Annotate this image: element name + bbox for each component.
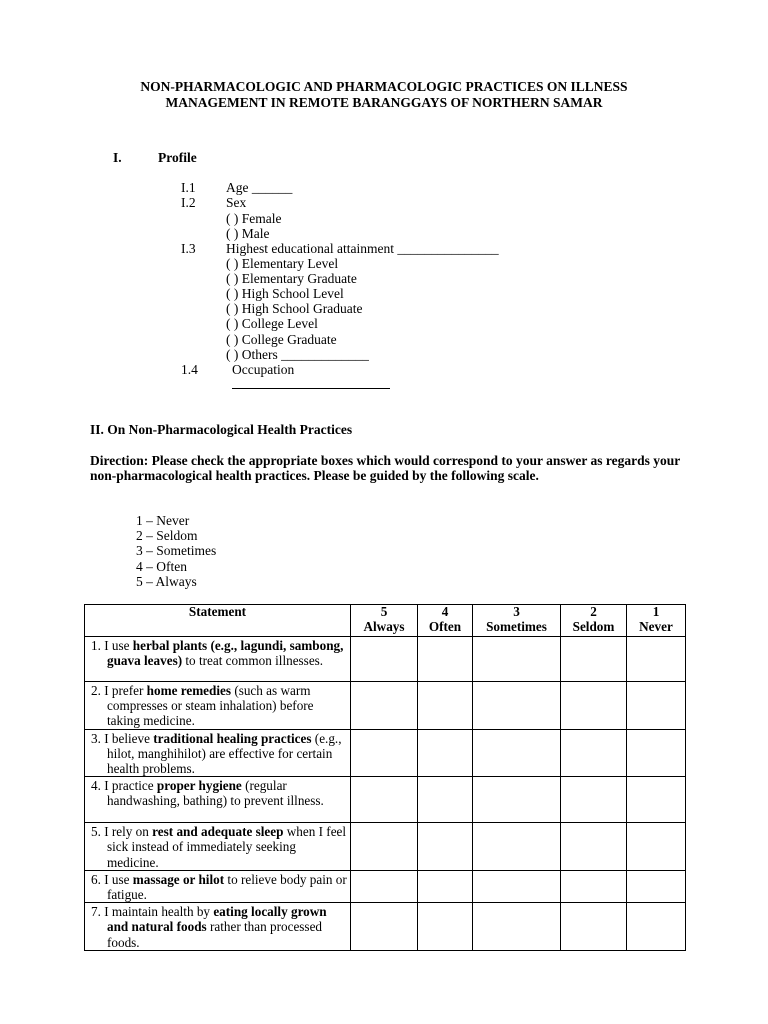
rating-cell-sometimes[interactable] (473, 870, 561, 902)
practices-table (84, 604, 686, 951)
age-item-number: I.1 (181, 180, 196, 195)
header-always-number: 5 (380, 604, 388, 619)
rating-cell-sometimes[interactable] (473, 637, 561, 682)
rating-cell-often[interactable] (418, 777, 473, 823)
rating-cell-never[interactable] (627, 637, 686, 682)
rating-cell-seldom[interactable] (561, 637, 627, 682)
statement-text: 4. I practice (91, 778, 157, 794)
rating-cell-never[interactable] (627, 777, 686, 823)
statement-text: 2. I prefer (91, 683, 147, 698)
header-often (418, 605, 473, 637)
rating-cell-sometimes[interactable] (473, 777, 561, 823)
table-row (85, 823, 686, 871)
statement-emphasis: home remedies (146, 683, 232, 698)
table-row (85, 682, 686, 730)
education-option-college-level[interactable]: ( ) College Level (226, 316, 318, 331)
header-always-label: Always (363, 618, 405, 634)
rating-cell-never[interactable] (627, 903, 686, 951)
header-statement (85, 605, 351, 637)
rating-cell-always[interactable] (351, 777, 418, 823)
rating-cell-seldom[interactable] (561, 729, 627, 777)
scale-item: 5 – Always (136, 573, 197, 589)
table-header-row (85, 605, 686, 637)
rating-cell-always[interactable] (351, 823, 418, 871)
header-statement-label: Statement (188, 604, 247, 619)
rating-cell-always[interactable] (351, 637, 418, 682)
sex-option-female[interactable]: ( ) Female (226, 211, 282, 226)
rating-cell-never[interactable] (627, 823, 686, 871)
statement-cell (85, 823, 351, 871)
education-option-high-school-graduate[interactable]: ( ) High School Graduate (226, 301, 363, 316)
rating-cell-sometimes[interactable] (473, 903, 561, 951)
rating-cell-often[interactable] (418, 870, 473, 902)
scale-item: 2 – Seldom (136, 528, 198, 544)
direction-text: Direction: Please check the appropriate boxes which would correspond to your answer as regards your non-pharmacological health practices. Please be guided by the following scale. (90, 453, 680, 484)
education-option-high-school-level[interactable]: ( ) High School Level (226, 286, 344, 301)
statement-cell (85, 870, 351, 902)
statement-emphasis: herbal plants (e.g., lagundi, sambong, guava leaves) (107, 638, 344, 669)
header-never-number: 1 (652, 604, 660, 619)
rating-cell-seldom[interactable] (561, 777, 627, 823)
rating-cell-always[interactable] (351, 729, 418, 777)
scale-item: 1 – Never (136, 513, 190, 528)
occupation-label: Occupation (232, 362, 295, 377)
header-always (351, 605, 418, 637)
rating-cell-often[interactable] (418, 823, 473, 871)
rating-cell-sometimes[interactable] (473, 823, 561, 871)
rating-cell-often[interactable] (418, 637, 473, 682)
rating-cell-sometimes[interactable] (473, 729, 561, 777)
statement-cell (85, 903, 351, 951)
section-1-label: Profile (158, 150, 197, 165)
rating-cell-often[interactable] (418, 903, 473, 951)
table-row (85, 729, 686, 777)
header-often-number: 4 (441, 604, 449, 619)
document-title (0, 79, 768, 111)
statement-emphasis: rest and adequate sleep (152, 824, 284, 840)
statement-text: when I feel sick instead of immediately seeking medicine. (107, 824, 347, 870)
header-never (627, 605, 686, 637)
rating-cell-always[interactable] (351, 903, 418, 951)
rating-cell-seldom[interactable] (561, 823, 627, 871)
statement-text: 6. I use (91, 871, 133, 887)
occupation-item-number: 1.4 (181, 362, 198, 377)
statement-emphasis: proper hygiene (156, 778, 242, 794)
statement-text: to treat common illnesses. (182, 653, 324, 669)
statement-emphasis: eating locally grown and natural foods (107, 904, 327, 935)
rating-cell-often[interactable] (418, 682, 473, 730)
rating-cell-never[interactable] (627, 729, 686, 777)
education-option-others[interactable]: ( ) Others _____________ (226, 347, 369, 362)
rating-cell-seldom[interactable] (561, 870, 627, 902)
education-item-number: I.3 (181, 241, 196, 256)
education-option-elementary-graduate[interactable]: ( ) Elementary Graduate (226, 271, 357, 286)
header-seldom-label: Seldom (572, 618, 615, 634)
education-option-elementary-level[interactable]: ( ) Elementary Level (226, 256, 339, 271)
rating-scale (136, 513, 216, 589)
statement-cell (85, 777, 351, 823)
header-seldom (561, 605, 627, 637)
sex-option-male[interactable]: ( ) Male (226, 226, 270, 241)
statement-text: 3. I believe (91, 730, 154, 746)
age-field[interactable]: Age ______ (226, 180, 293, 195)
header-sometimes (473, 605, 561, 637)
statement-cell (85, 682, 351, 730)
rating-cell-seldom[interactable] (561, 903, 627, 951)
header-sometimes-label: Sometimes (486, 618, 547, 634)
section-2-heading: II. On Non-Pharmacological Health Practices (90, 422, 353, 437)
rating-cell-seldom[interactable] (561, 682, 627, 730)
education-field[interactable]: Highest educational attainment _______________ (226, 241, 499, 256)
statement-cell (85, 637, 351, 682)
statement-cell (85, 729, 351, 777)
rating-cell-always[interactable] (351, 870, 418, 902)
table-row (85, 777, 686, 823)
sex-label: Sex (226, 195, 247, 210)
statement-emphasis: massage or hilot (132, 871, 225, 887)
rating-cell-never[interactable] (627, 682, 686, 730)
title-line-1: NON-PHARMACOLOGIC AND PHARMACOLOGIC PRACTICES ON ILLNESS (140, 79, 628, 94)
statement-text: (regular handwashing, bathing) to prevent illness. (107, 778, 324, 809)
table-row (85, 903, 686, 951)
occupation-answer-line[interactable] (232, 388, 390, 389)
statement-text: to relieve body pain or fatigue. (107, 871, 347, 903)
rating-cell-often[interactable] (418, 729, 473, 777)
scale-item: 3 – Sometimes (136, 543, 217, 559)
section-1-number: I. (113, 150, 122, 165)
statement-text: (e.g., hilot, manghihilot) are effective for certain health problems. (107, 730, 342, 777)
header-sometimes-number: 3 (513, 604, 520, 619)
rating-cell-never[interactable] (627, 870, 686, 902)
statement-text: 1. I use (91, 638, 133, 653)
statement-text: 5. I rely on (91, 824, 153, 840)
statement-text: (such as warm compresses or steam inhalation) before taking medicine. (107, 683, 314, 729)
table-row (85, 637, 686, 682)
header-seldom-number: 2 (590, 604, 597, 619)
sex-item-number: I.2 (181, 195, 196, 210)
header-never-label: Never (639, 618, 673, 634)
rating-cell-always[interactable] (351, 682, 418, 730)
title-line-2: MANAGEMENT IN REMOTE BARANGGAYS OF NORTHERN SAMAR (165, 95, 603, 110)
table-row (85, 870, 686, 902)
statement-emphasis: traditional healing practices (153, 730, 312, 746)
statement-text: 7. I maintain health by (91, 904, 214, 920)
scale-item: 4 – Often (136, 558, 187, 574)
header-often-label: Often (428, 618, 462, 634)
statement-text: rather than processed foods. (107, 919, 323, 950)
rating-cell-sometimes[interactable] (473, 682, 561, 730)
education-option-college-graduate[interactable]: ( ) College Graduate (226, 332, 337, 347)
